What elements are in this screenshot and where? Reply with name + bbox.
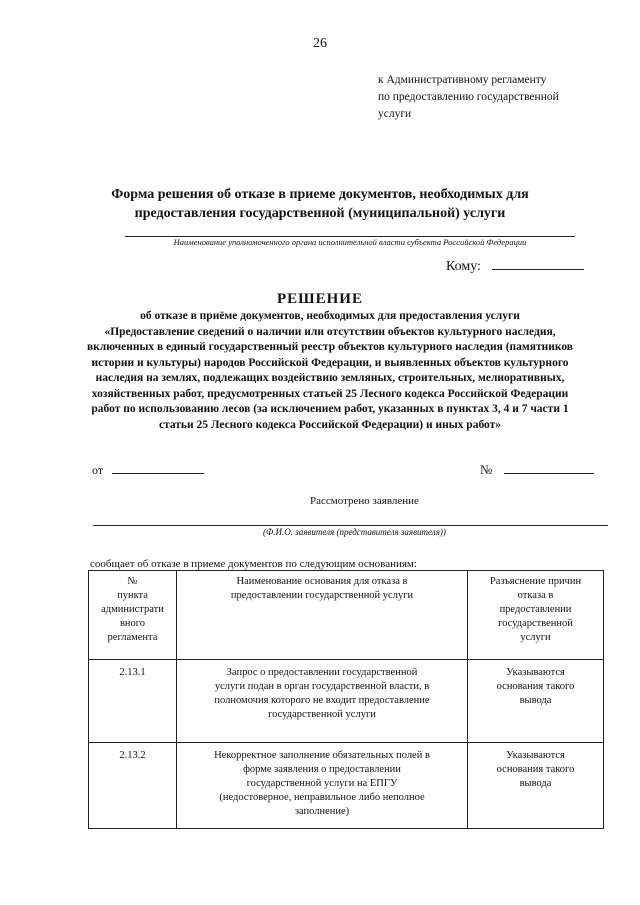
header-line: администрати [101, 604, 164, 615]
header-line: вного [119, 618, 146, 629]
applicant-underline [93, 525, 608, 526]
reason-line: государственной услуги на ЕПГУ [246, 778, 398, 789]
decision-line: хозяйственных работ, предусмотренных статьей 25 Лесного кодекса Российской Федерации [91, 387, 569, 400]
table-row [89, 660, 604, 743]
reason-line: (недостоверное, неправильное либо неполное [219, 792, 425, 803]
reason-line: заполнение) [294, 806, 350, 817]
explanation-line: вывода [519, 778, 552, 789]
reason-line: Некорректное заполнение обязательных полей в [214, 750, 430, 761]
reason-line: услуги подан в орган государственной власти, в [214, 681, 430, 692]
header-explanation [468, 571, 604, 660]
considered-text: Рассмотрено заявление [310, 495, 419, 507]
row-reason [177, 660, 468, 743]
header-line: отказа в [517, 590, 554, 601]
decision-line: работ по использованию лесов (за исключением работ, указанных в пунктах 3, 4 и 7 части 1 [91, 403, 569, 415]
appendix-note [378, 72, 598, 123]
decision-line: «Предоставление сведений о наличии или отсутствии объектов культурного наследия, [104, 325, 556, 338]
form-title [60, 185, 580, 223]
header-line: услуги [520, 632, 551, 643]
explanation-line: Указываются [506, 750, 565, 761]
row-reason [177, 743, 468, 829]
decision-line: статьи 25 Лесного кодекса Российской Федерации) и иных работ» [158, 418, 502, 431]
explanation-line: основания такого [496, 681, 575, 692]
reason-line: форме заявления о предоставлении [243, 764, 401, 775]
explanation-line: вывода [519, 695, 552, 706]
header-line: Разъяснение причин [489, 576, 582, 587]
header-line: регламента [107, 632, 158, 643]
header-line: № [127, 576, 138, 587]
row-explanation [468, 743, 604, 829]
decision-line: истории и культуры) народов Российской Федерации, и выявленных объектов культурного [91, 356, 569, 369]
page-number: 26 [313, 36, 327, 51]
reason-line: государственной услуги [268, 709, 376, 720]
explanation-line: основания такого [496, 764, 575, 775]
decision-line: об отказе в приёме документов, необходимых для предоставления услуги [140, 310, 520, 322]
decision-heading: РЕШЕНИЕ [277, 291, 363, 307]
authority-caption: Наименование уполномоченного органа исполнительной власти субъекта Российской Федерации [173, 237, 527, 247]
decision-text [60, 309, 600, 433]
applicant-caption: (Ф.И.О. заявителя (представителя заявителя)) [263, 527, 446, 537]
appendix-line: по предоставлению государственной [378, 91, 559, 103]
recipient-field [446, 259, 584, 275]
form-title-line: предоставления государственной (муниципальной) услуги [134, 206, 506, 221]
header-line: пункта [117, 590, 148, 601]
refusal-grounds-table [88, 570, 604, 829]
reason-line: Запрос о предоставлении государственной [226, 667, 418, 678]
appendix-line: к Административному регламенту [378, 74, 547, 86]
date-blank [112, 473, 204, 474]
recipient-label: Кому: [446, 259, 481, 274]
header-line: государственной [498, 618, 573, 629]
decision-line: включенных в единый государственный реестр объектов культурного наследия (памятников [86, 341, 574, 353]
form-title-line: Форма решения об отказе в приеме документов, необходимых для [111, 187, 529, 202]
header-line: Наименование основания для отказа в [236, 576, 408, 587]
row-item-number: 2.13.1 [89, 660, 177, 743]
explanation-line: Указываются [506, 667, 565, 678]
header-line: предоставлении государственной услуги [230, 590, 414, 601]
header-item-number [89, 571, 177, 660]
date-field [92, 463, 204, 478]
grounds-intro: сообщает об отказе в приеме документов по следующим основаниям: [90, 558, 417, 570]
recipient-blank [492, 269, 584, 270]
table-row [89, 743, 604, 829]
decision-line: наследия на землях, подлежащих воздействию земляных, строительных, мелиоративных, [95, 372, 565, 384]
table-header-row [89, 571, 604, 660]
header-ground-name [177, 571, 468, 660]
row-explanation [468, 660, 604, 743]
appendix-line: услуги [378, 108, 412, 120]
number-blank [504, 473, 594, 474]
number-field [480, 462, 594, 478]
reason-line: полномочия которого не входит предоставление [214, 695, 430, 706]
number-label: № [480, 462, 493, 477]
row-item-number: 2.13.2 [89, 743, 177, 829]
date-label: от [92, 463, 104, 477]
header-line: предоставлении [499, 604, 572, 615]
